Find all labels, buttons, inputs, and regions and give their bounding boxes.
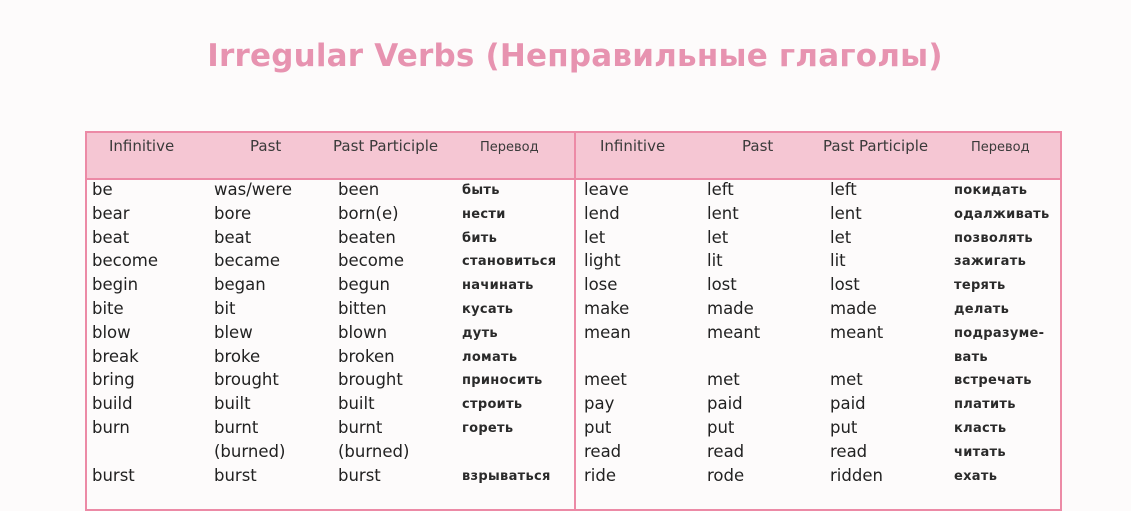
verb-cell: put — [830, 418, 858, 437]
translation-cell: позволять — [954, 230, 1033, 246]
verb-cell: made — [707, 299, 754, 318]
verb-cell: lit — [707, 251, 723, 271]
table-row — [87, 273, 1060, 297]
verb-cell: built — [214, 394, 251, 414]
verb-cell: was/were — [214, 180, 292, 199]
verb-cell: rode — [707, 465, 745, 485]
table-row — [87, 345, 1060, 369]
verb-cell: leave — [584, 180, 629, 199]
translation-cell: приносить — [462, 373, 543, 389]
verb-cell: blew — [214, 322, 253, 342]
translation-cell: одалживать — [954, 206, 1050, 222]
verb-cell: bring — [92, 370, 135, 390]
verb-cell: burst — [214, 465, 257, 485]
verb-cell: burn — [92, 418, 130, 437]
verb-cell: met — [830, 370, 863, 390]
translation-cell: становиться — [462, 254, 557, 270]
verb-cell: beaten — [338, 227, 396, 247]
translation-cell: делать — [954, 302, 1010, 317]
verb-cell: light — [584, 251, 621, 271]
translation-cell: ломать — [462, 349, 518, 365]
verb-cell: left — [830, 180, 857, 199]
verb-cell: brought — [214, 370, 279, 390]
verb-cell: bore — [214, 203, 252, 223]
verb-cell: begin — [92, 275, 139, 295]
verb-cell: read — [584, 441, 622, 461]
translation-cell: подразуме- — [954, 325, 1045, 341]
verb-cell: let — [707, 227, 729, 247]
translation-cell: дуть — [462, 325, 498, 341]
verb-cell: lent — [707, 203, 739, 223]
translation-cell: покидать — [954, 183, 1028, 198]
verb-cell: become — [338, 251, 405, 271]
verb-cell: made — [830, 299, 877, 318]
verb-cell: meet — [584, 370, 627, 390]
verb-cell: ridden — [830, 465, 883, 485]
verb-cell: broke — [214, 346, 261, 366]
translation-cell: ехать — [954, 468, 998, 484]
verb-cell: put — [707, 418, 735, 437]
translation-cell: начинать — [462, 278, 534, 294]
verb-cell: make — [584, 299, 630, 318]
verb-cell: (burned) — [338, 441, 410, 461]
verb-cell: beat — [92, 227, 130, 247]
translation-cell: зажигать — [954, 254, 1027, 270]
table-row — [87, 464, 1060, 488]
verb-cell: let — [584, 227, 606, 247]
table-row — [87, 178, 1060, 202]
translation-cell: строить — [462, 397, 523, 413]
verb-cell: bitten — [338, 299, 387, 318]
table-row — [87, 392, 1060, 416]
translation-cell: кусать — [462, 302, 514, 317]
header-cell: Past Participle — [823, 137, 929, 155]
verb-cell: read — [830, 441, 868, 461]
verb-cell: built — [338, 394, 375, 414]
verb-cell: read — [707, 441, 745, 461]
header-cell: Past — [742, 137, 774, 155]
header-cell: Past — [250, 137, 282, 155]
verb-cell: burnt — [338, 418, 383, 437]
verb-cell: paid — [830, 394, 866, 414]
verb-cell: been — [338, 180, 380, 199]
verb-cell: paid — [707, 394, 743, 414]
verb-cell: let — [830, 227, 852, 247]
header-cell: Перевод — [480, 140, 539, 155]
verb-cell: lit — [830, 251, 846, 271]
verb-cell: mean — [584, 322, 631, 342]
verb-cell: lost — [707, 275, 737, 295]
verb-cell: bit — [214, 299, 236, 318]
verb-cell: lose — [584, 275, 618, 295]
table-row — [87, 368, 1060, 392]
verb-cell: bite — [92, 299, 124, 318]
verb-cell: lent — [830, 203, 862, 223]
verb-cell: burst — [338, 465, 381, 485]
table-row — [87, 416, 1060, 440]
table-row — [87, 202, 1060, 226]
table-row — [87, 226, 1060, 250]
verb-cell: began — [214, 275, 266, 295]
translation-cell: встречать — [954, 373, 1032, 389]
verb-cell: pay — [584, 394, 615, 414]
verb-cell: lost — [830, 275, 860, 295]
translation-cell: гореть — [462, 421, 514, 436]
header-cell: Infinitive — [109, 137, 175, 155]
header-cell: Past Participle — [333, 137, 439, 155]
verb-cell: blown — [338, 322, 388, 342]
translation-cell: платить — [954, 397, 1016, 413]
verb-cell: (burned) — [214, 441, 286, 461]
translation-cell: быть — [462, 183, 500, 198]
page-title: Irregular Verbs (Неправильные глаголы) — [207, 38, 943, 74]
verb-cell: begun — [338, 275, 391, 295]
verb-cell: born(e) — [338, 203, 399, 223]
verb-cell: lend — [584, 203, 620, 223]
translation-cell: взрываться — [462, 468, 551, 484]
verb-cell: put — [584, 418, 612, 437]
table-row — [87, 440, 1060, 464]
verb-cell: ride — [584, 465, 616, 485]
header-cell: Infinitive — [600, 137, 666, 155]
verb-cell: broken — [338, 346, 395, 366]
translation-cell: нести — [462, 206, 506, 222]
verb-cell: left — [707, 180, 734, 199]
verbs-table — [85, 131, 1062, 511]
verb-cell: break — [92, 346, 139, 366]
verb-cell: blow — [92, 322, 131, 342]
table-row — [87, 321, 1060, 345]
verb-cell: be — [92, 180, 113, 199]
header-cell: Перевод — [971, 140, 1030, 155]
verb-cell: bear — [92, 203, 130, 223]
translation-cell: бить — [462, 230, 498, 246]
table-row — [87, 249, 1060, 273]
verb-cell: burnt — [214, 418, 259, 437]
verb-cell: became — [214, 251, 281, 271]
verb-cell: meant — [707, 322, 761, 342]
verb-cell: build — [92, 394, 133, 414]
verb-cell: brought — [338, 370, 403, 390]
translation-cell: читать — [954, 444, 1006, 460]
verb-cell: burst — [92, 465, 135, 485]
translation-cell: вать — [954, 349, 988, 365]
translation-cell: терять — [954, 278, 1006, 294]
verb-cell: beat — [214, 227, 252, 247]
verb-cell: meant — [830, 322, 884, 342]
table-row — [87, 297, 1060, 321]
verb-cell: become — [92, 251, 159, 271]
verb-cell: met — [707, 370, 740, 390]
translation-cell: класть — [954, 421, 1007, 436]
